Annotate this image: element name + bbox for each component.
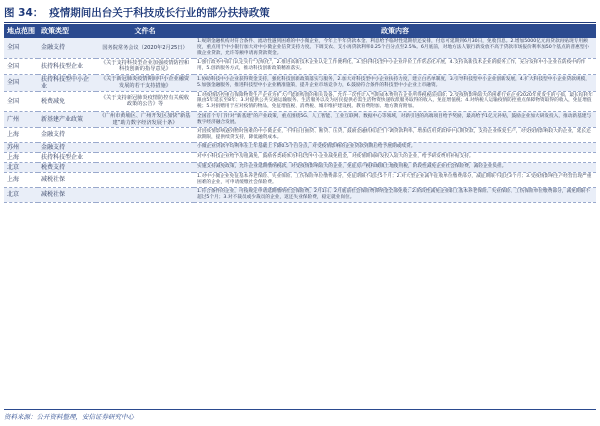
cell-type: 扶持科技型企业 xyxy=(38,152,96,162)
cell-document xyxy=(96,162,194,172)
table-row xyxy=(4,112,596,128)
cell-content: 1.对中小微企业免征基本养老保险、失业保险、工伤保险单位缴费部分，免征期限不超过5个月；2.对大型企业减半征收单位缴费部分，减征期限不超过3个月；3.受疫情影响生产经营出现严重困难的企业，可申请缓缴社会保险费。 xyxy=(194,172,596,187)
cell-region: 北京 xyxy=(4,162,38,172)
cell-region: 上海 xyxy=(4,152,38,162)
cell-region: 上海 xyxy=(4,128,38,143)
cell-type: 扶持科技型中小企业 xyxy=(38,74,96,91)
cell-type: 扶持科技型企业 xyxy=(38,58,96,74)
policy-table-body xyxy=(4,38,596,202)
source-note: 资料来源：公开资料整理，安信证券研究中心 xyxy=(4,413,134,421)
cell-type: 金融支持 xyxy=(38,38,96,58)
cell-type: 税费支持 xyxy=(38,162,96,172)
table-row xyxy=(4,38,596,58)
cell-document: 国务院常务会议（2020年2月25日） xyxy=(96,38,194,58)
cell-type: 金融支持 xyxy=(38,142,96,152)
header-document: 文件名 xyxy=(96,24,194,38)
header-type: 政策类型 xyxy=(38,24,96,38)
cell-region: 全国 xyxy=(4,38,38,58)
cell-type: 税费减免 xyxy=(38,91,96,112)
policy-table-header xyxy=(4,24,596,38)
figure-title-bar xyxy=(4,2,596,23)
cell-document: 《广州市黄埔区、广州开发区加快“新基建”助力数字经济发展十条》 xyxy=(96,112,194,128)
cell-type: 新基建产业政策 xyxy=(38,112,96,128)
cell-region: 上海 xyxy=(4,172,38,187)
cell-region: 苏州 xyxy=(4,142,38,152)
cell-content: 小微企业贷款平均利率在上年基础上下降0.5个百分点，对受疫情影响的企业贷款到期后给予展期或续贷。 xyxy=(194,142,596,152)
cell-type: 减税社保 xyxy=(38,187,96,202)
table-row xyxy=(4,58,596,74)
cell-content: 对因疫情影响遇到暂时困难的中小微企业，不得盲目抽贷、断贷、压贷，鼓励金融机构适当下调贷款利率，增加信用贷款和中长期贷款，支持企业恢复生产，对受疫情影响较大的企业，延长还款期限，提供续贷支持，降低融资成本。 xyxy=(194,128,596,143)
table-row xyxy=(4,172,596,187)
cell-document xyxy=(96,142,194,152)
cell-document: 《关于支持新冠肺炎疫情防控有关税收政策的公告》等 xyxy=(96,91,194,112)
cell-content: 1.规期金融机构对符合条件、流动性遇到困难的中小微企业，今年上半年贷款本金、利息给予临时性延期偿还安排，付息可延期到6月30日，免收罚息。2.增加5000亿元再贷款再贴现专用额度，重点用于中小银行加大对中小微企业信贷支持力度。下调支农、支小再贷款利率0.25个百分点至2.5%。6月底前，对地方法人银行新发放不高于贷款市场报价利率加50个基点的普惠型小微企业贷款，允许等额申请再贷款资金。 xyxy=(194,38,596,58)
table-row xyxy=(4,162,596,172)
cell-content: 1.协助科技中小企业获得资金支持，强化科技创新政策落实与服务，2.加大对科技型中小企业扶持力度，建立白名单制度，3.引导科技型中小企业创新发展，4.扩大科技型中小企业贷款规模，5.加强金融服务，推进科技型中小企业精准施策，提升企业市场竞争力，6.鼓励符合条件的科技型中小企业上市融资。 xyxy=(194,74,596,91)
table-row xyxy=(4,187,596,202)
cell-content: 对中小科技企业给予房租减免，鼓励各类载体为科技型中小企业减免租金，对疫情期间研发投入较大的企业，给予研发费用补贴支持。 xyxy=(194,152,596,162)
cell-content: 全国首个专门针对“新基建”的产业政策，重点围绕5G、人工智能、工业互联网、数据中心等领域，对新引进的高端项目给予奖励，最高给予1亿元补贴，鼓励企业加大研发投入，推动新基建与数字经济融合发展。 xyxy=(194,112,596,128)
cell-region: 全国 xyxy=(4,74,38,91)
table-row xyxy=(4,128,596,143)
cell-document xyxy=(96,187,194,202)
cell-region: 全国 xyxy=(4,58,38,74)
cell-content: 1.强行政务中部门认定实行“无纸化”，2.推进高新技术企业认定工作便利化，3.坚持科技型中小企业评价工作常态化开展，4.支持高新技术企业的服务工作，充分发挥中小企业在防疫中的作用，5.创新服务方式，推动科技创新政策精准落实。 xyxy=(194,58,596,74)
table-row xyxy=(4,142,596,152)
header-content: 政策内容 xyxy=(194,24,596,38)
cell-content: 1.对疫情防控重点保障物资生产企业为扩大产能新购置的相关设备，允许一次性计入当期成本费用在企业所得税税前扣除；2.受疫情影响较大的困难行业企业2020年度发生的亏损，最长结转年限由5年延长至8年；3.对提供公共交通运输服务、生活服务以及为居民提供必需生活物资快递收派服务取得的收入，免征增值税；4.对纳税人运输疫情防控重点保障物资取得的收入，免征增值税；5.对捐赠用于应对疫情的物品，免征增值税、消费税、城市维护建设税、教育费附加、地方教育附加。 xyxy=(194,91,596,112)
table-row xyxy=(4,74,596,91)
figure-label: 图 34： xyxy=(4,6,44,19)
cell-document: 《关于支持科技型企业加强疫情防控和科技创新的指导意见》 xyxy=(96,58,194,74)
cell-content: 1.符合条件的企业，可按规定申请延期缴纳社会保险费，2月1日、2月底前社会保险费滞纳金全部免收；2.阶段性减免企业职工基本养老保险、失业保险、工伤保险单位缴费部分，减免期限不超过5个月；3.对不裁员或少裁员的企业，返还失业保险费，稳定就业岗位。 xyxy=(194,187,596,202)
table-row xyxy=(4,91,596,112)
cell-region: 全国 xyxy=(4,91,38,112)
policy-table xyxy=(4,24,596,203)
cell-document xyxy=(96,172,194,187)
cell-region: 广州 xyxy=(4,112,38,128)
figure-title: 疫情期间出台关于科技成长行业的部分扶持政策 xyxy=(49,6,270,19)
cell-document xyxy=(96,128,194,143)
cell-content: 实施支持减免政策，允许企业延期缴纳税款，对受疫情影响较大的企业，免征房产税和城镇土地使用税，阶段性减免企业社会保险费，减轻企业负担。 xyxy=(194,162,596,172)
table-row xyxy=(4,152,596,162)
source-divider xyxy=(4,409,596,410)
cell-type: 金融支持 xyxy=(38,128,96,143)
header-region: 地点范围 xyxy=(4,24,38,38)
cell-type: 减税社保 xyxy=(38,172,96,187)
cell-document: 《关于新冠肺炎疫情期间中小企业融资发展的若干支持措施》 xyxy=(96,74,194,91)
cell-document xyxy=(96,152,194,162)
cell-region: 北京 xyxy=(4,187,38,202)
